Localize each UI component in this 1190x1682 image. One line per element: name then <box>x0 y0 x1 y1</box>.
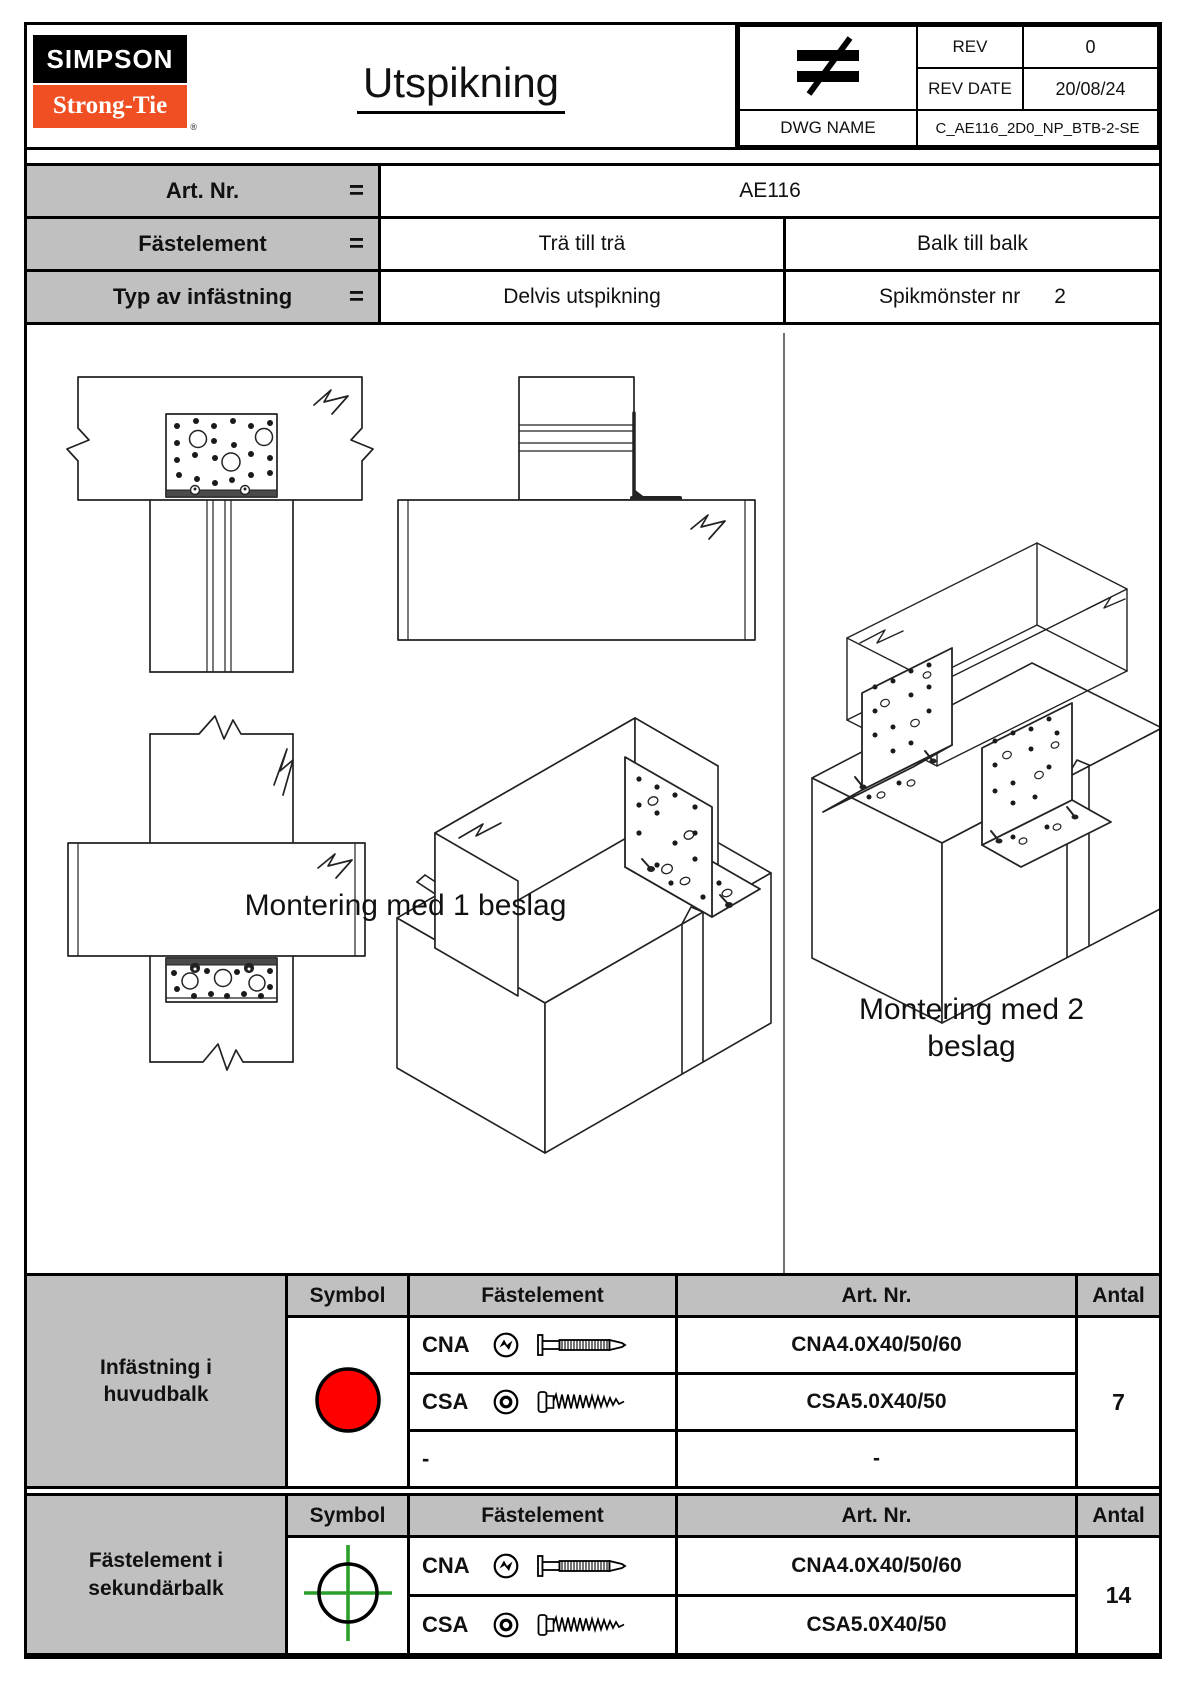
art-nr-cell: CNA4.0X40/50/60 <box>677 1537 1077 1596</box>
cna-head-icon <box>491 1551 521 1581</box>
rev-date-label: REV DATE <box>917 68 1023 110</box>
art-nr-cell: CSA5.0X40/50 <box>677 1596 1077 1655</box>
typ-right-cell: Spikmönster nr 2 <box>785 271 1161 324</box>
col-fastener: Fästelement <box>409 1495 677 1537</box>
registered-mark: ® <box>190 122 197 132</box>
sheet-border <box>24 22 1162 1659</box>
col-symbol: Symbol <box>287 1275 409 1317</box>
art-nr-value-cell: AE116 <box>380 165 1161 218</box>
csa-screw-icon <box>536 1387 636 1417</box>
break-symbol <box>860 630 903 643</box>
fastelement-label-cell: Fästelement = <box>26 218 380 271</box>
not-equal-projection-icon <box>795 35 861 97</box>
fastener-code: CSA <box>422 1612 469 1637</box>
fastener-cell <box>409 1374 677 1431</box>
cna-head-icon <box>491 1330 521 1360</box>
title-block-header <box>27 25 1159 150</box>
art-nr-cell: CSA5.0X40/50 <box>677 1374 1077 1431</box>
caption-one-bracket: Montering med 1 beslag <box>244 889 567 922</box>
nail-plate <box>166 414 277 497</box>
fastener-code: CNA <box>422 1332 470 1357</box>
drawing-area <box>27 333 1159 1273</box>
section-label-cell: Infästning i huvudbalk <box>26 1275 287 1488</box>
rev-value: 0 <box>1023 26 1158 68</box>
green-crosshair-symbol <box>298 1541 398 1645</box>
spikmonster-number: 2 <box>1054 285 1066 308</box>
col-qty: Antal <box>1077 1275 1161 1317</box>
fastener-code: CNA <box>422 1553 470 1578</box>
col-fastener: Fästelement <box>409 1275 677 1317</box>
break-symbol <box>1087 597 1125 609</box>
isometric-one-bracket-drawing <box>397 718 771 1153</box>
csa-head-icon <box>491 1610 521 1640</box>
front-view-drawing <box>67 377 373 672</box>
col-art: Art. Nr. <box>677 1275 1077 1317</box>
revision-block <box>735 25 1159 147</box>
qty-cell: 14 <box>1077 1537 1161 1655</box>
sheet-title: Utspikning <box>187 59 735 114</box>
side-view-drawing <box>398 377 755 640</box>
logo-simpson: SIMPSON <box>33 35 187 83</box>
art-nr-cell: - <box>677 1431 1077 1488</box>
logo-strongtie: Strong-Tie ® <box>33 85 187 128</box>
typ-left-cell: Delvis utspikning <box>380 271 785 324</box>
csa-screw-icon <box>536 1610 636 1640</box>
equals-sign: = <box>348 280 364 311</box>
projection-symbol-cell <box>739 26 917 110</box>
fastelement-left-cell: Trä till trä <box>380 218 785 271</box>
fastener-cell <box>409 1596 677 1655</box>
csa-head-icon <box>491 1387 521 1417</box>
fastener-cell <box>409 1317 677 1374</box>
fastener-cell <box>409 1431 677 1488</box>
fastener-code: CSA <box>422 1389 469 1414</box>
rev-label: REV <box>917 26 1023 68</box>
fastener-code: - <box>422 1446 430 1471</box>
article-info-table <box>24 163 1162 325</box>
art-nr-label-cell: Art. Nr. = <box>26 165 380 218</box>
section-label-cell: Fästelement i sekundärbalk <box>26 1495 287 1655</box>
equals-sign: = <box>348 227 364 258</box>
dwg-name-value: C_AE116_2D0_NP_BTB-2-SE <box>917 110 1158 146</box>
rev-date-value: 20/08/24 <box>1023 68 1158 110</box>
cna-nail-icon <box>536 1551 636 1581</box>
technical-drawings <box>27 333 1159 1273</box>
dwg-name-label: DWG NAME <box>739 110 917 146</box>
red-circle-symbol <box>313 1365 383 1435</box>
art-nr-cell: CNA4.0X40/50/60 <box>677 1317 1077 1374</box>
fastener-cell <box>409 1537 677 1596</box>
secondary-beam-fastener-table <box>24 1493 1162 1656</box>
qty-cell: 7 <box>1077 1317 1161 1488</box>
main-beam-fastener-table <box>24 1273 1162 1489</box>
fastelement-right-cell: Balk till balk <box>785 218 1161 271</box>
col-art: Art. Nr. <box>677 1495 1077 1537</box>
cna-nail-icon <box>536 1330 636 1360</box>
typ-label-cell: Typ av infästning = <box>26 271 380 324</box>
secondary-beam-symbol-cell <box>287 1537 409 1655</box>
isometric-two-brackets-drawing <box>812 543 1159 1023</box>
equals-sign: = <box>348 174 364 205</box>
break-symbol <box>274 749 293 795</box>
caption-two-brackets: Montering med 2 beslag <box>858 993 1085 1063</box>
main-beam-symbol-cell <box>287 1317 409 1488</box>
simpson-strongtie-logo <box>33 35 197 132</box>
col-qty: Antal <box>1077 1495 1161 1537</box>
col-symbol: Symbol <box>287 1495 409 1537</box>
